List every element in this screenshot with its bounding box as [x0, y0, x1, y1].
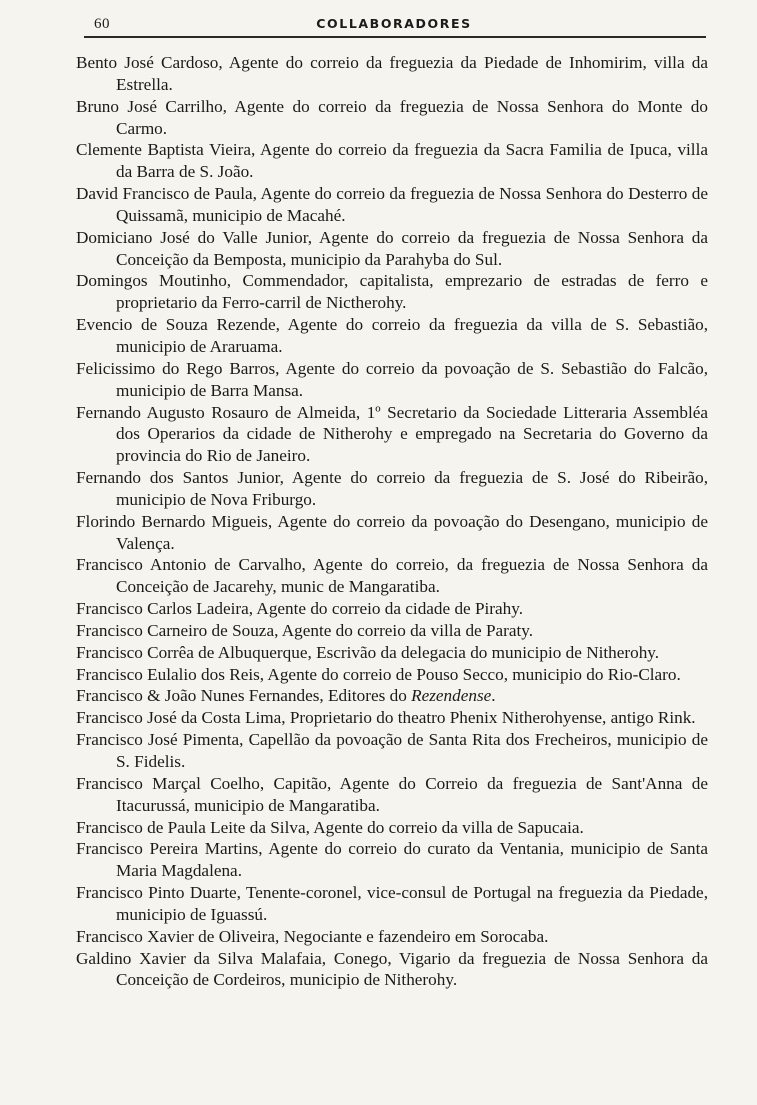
entry-text: Francisco José Pimenta, Capellão da povoação de Santa Rita dos Frecheiros, municipio de S. Fidelis.: [76, 730, 708, 771]
collaborator-list: [76, 52, 708, 991]
header-rule: [84, 36, 706, 38]
entry-text: Evencio de Souza Rezende, Agente do correio da freguezia da villa de S. Sebastião, municipio de Araruama.: [76, 315, 708, 356]
entry-text: Francisco Xavier de Oliveira, Negociante e fazendeiro em Sorocaba.: [76, 926, 549, 946]
entry-text: Francisco Marçal Coelho, Capitão, Agente do Correio da freguezia de Sant'Anna de Itacurussá, municipio de Mangaratiba.: [76, 773, 708, 815]
entry-text: David Francisco de Paula, Agente do correio da freguezia de Nossa Senhora do Desterro de Quissamã, municipio de Macahé.: [76, 184, 708, 225]
list-item: [76, 620, 708, 642]
list-item: [76, 358, 708, 402]
entry-text: Galdino Xavier da Silva Malafaia, Conego, Vigario da freguezia de Nossa Senhora da Conceição de Cordeiros, municipio de Nitherohy.: [76, 948, 708, 990]
entry-text: Clemente Baptista Vieira, Agente do correio da freguezia da Sacra Familia de Ipuca, villa da Barra de S. João.: [76, 140, 708, 182]
list-item: [76, 817, 708, 839]
list-item: [76, 838, 708, 882]
entry-text: Fernando Augusto Rosauro de Almeida, 1º Secretario da Sociedade Litteraria Assembléa dos Operarios da cidade de Nitherohy e empregado na Secretaria do Governo da provincia do Rio de Janeiro.: [76, 402, 708, 466]
entry-text: Francisco Eulalio dos Reis, Agente do correio de Pouso Secco, municipio do Rio-Claro.: [76, 664, 681, 684]
entry-text: Felicissimo do Rego Barros, Agente do correio da povoação de S. Sebastião do Falcão, municipio de Barra Mansa.: [76, 358, 708, 400]
entry-text: Florindo Bernardo Migueis, Agente do correio da povoação do Desengano, municipio de Valença.: [76, 511, 708, 553]
list-item: [76, 511, 708, 555]
entry-text: Francisco Carneiro de Souza, Agente do correio da villa de Paraty.: [76, 620, 534, 640]
entry-text: Francisco de Paula Leite da Silva, Agente do correio da villa de Sapucaia.: [76, 817, 584, 837]
list-item: [76, 773, 708, 817]
list-item: [76, 402, 708, 468]
page-number: 60: [94, 16, 110, 32]
entry-text: Francisco & João Nunes Fernandes, Editores do Rezendense.: [76, 686, 496, 706]
entry-text: Domiciano José do Valle Junior, Agente do correio da freguezia de Nossa Senhora da Conceição da Bemposta, municipio da Parahyba do Sul.: [76, 227, 708, 269]
running-title: COLLABORADORES: [316, 16, 472, 31]
list-item: [76, 642, 708, 664]
page-header: [84, 14, 704, 36]
list-item: [76, 707, 708, 729]
list-item: [76, 467, 708, 511]
list-item: [76, 314, 708, 358]
list-item: [76, 96, 708, 140]
list-item: [76, 729, 708, 773]
list-item: [76, 598, 708, 620]
list-item: [76, 554, 708, 598]
list-item: [76, 139, 708, 183]
list-item: [76, 882, 708, 926]
entry-text: Francisco Pinto Duarte, Tenente-coronel, vice-consul de Portugal na freguezia da Piedade, municipio de Iguassú.: [76, 883, 708, 924]
entry-text: Francisco Antonio de Carvalho, Agente do correio, da freguezia de Nossa Senhora da Conceição de Jacarehy, munic de Mangaratiba.: [76, 555, 708, 597]
list-item: [76, 52, 708, 96]
entry-text: Bruno José Carrilho, Agente do correio da freguezia de Nossa Senhora do Monte do Carmo.: [76, 96, 708, 138]
list-item: [76, 685, 708, 707]
entry-text: Francisco José da Costa Lima, Proprietario do theatro Phenix Nitherohyense, antigo Rink.: [76, 708, 696, 728]
entry-text: Bento José Cardoso, Agente do correio da freguezia da Piedade de Inhomirim, villa da Estrella.: [76, 53, 708, 94]
entry-text: Fernando dos Santos Junior, Agente do correio da freguezia de S. José do Ribeirão, municipio de Nova Friburgo.: [76, 468, 708, 509]
list-item: [76, 664, 708, 686]
entry-text: Francisco Carlos Ladeira, Agente do correio da cidade de Pirahy.: [76, 599, 524, 619]
list-item: [76, 227, 708, 271]
entry-text: Francisco Corrêa de Albuquerque, Escrivão da delegacia do municipio de Nitherohy.: [76, 642, 660, 662]
list-item: [76, 270, 708, 314]
list-item: [76, 183, 708, 227]
entry-text: Domingos Moutinho, Commendador, capitalista, emprezario de estradas de ferro e proprietario da Ferro-carril de Nictherohy.: [76, 271, 708, 313]
list-item: [76, 926, 708, 948]
list-item: [76, 948, 708, 992]
entry-text: Francisco Pereira Martins, Agente do correio do curato da Ventania, municipio de Santa Maria Magdalena.: [76, 839, 708, 881]
